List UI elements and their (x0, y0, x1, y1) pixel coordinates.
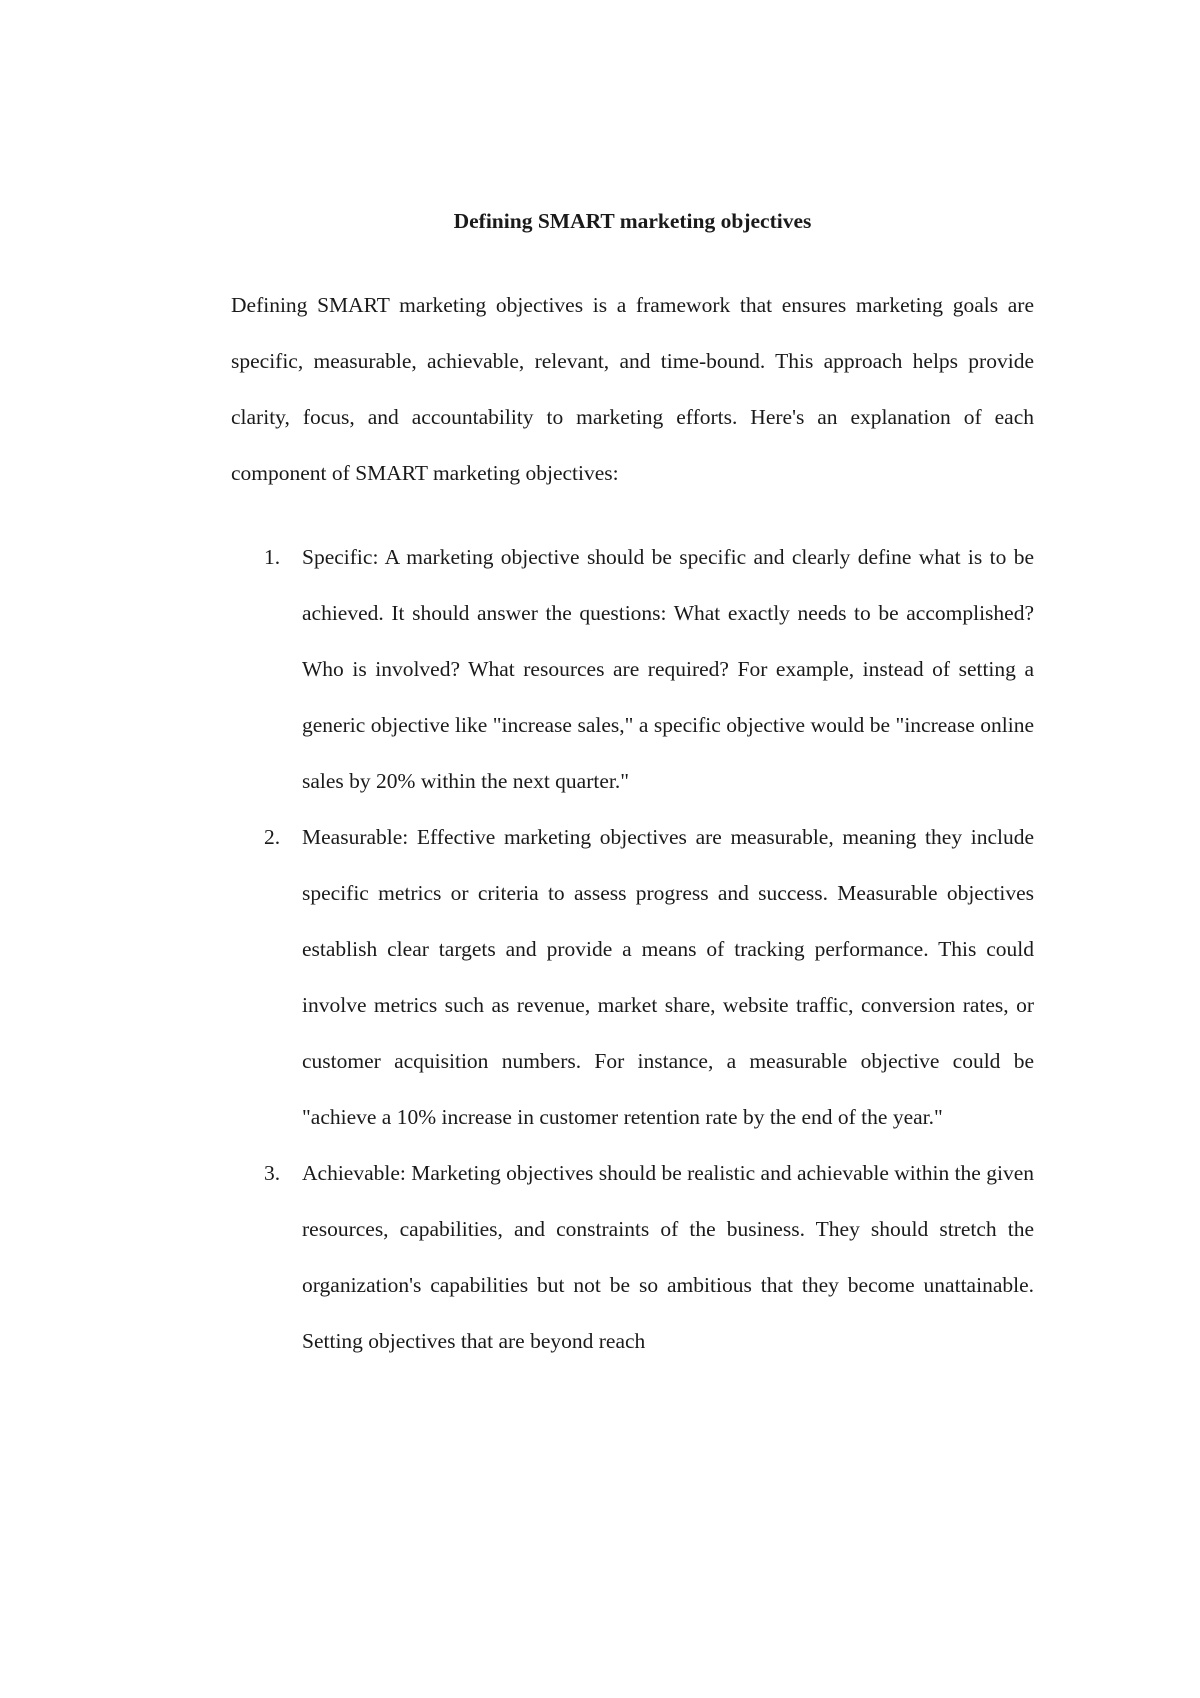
list-number: 2. (264, 825, 281, 849)
document-title: Defining SMART marketing objectives (453, 209, 812, 233)
list-item-achievable (231, 1145, 1034, 1369)
list-number: 1. (264, 545, 281, 569)
list-item-text: Achievable: Marketing objectives should be realistic and achievable within the given resources, capabilities, and constraints of the business. They should stretch the organization's capabilities but not be so ambitious that they become unattainable. Setting objectives that are beyond reach (302, 1161, 1034, 1353)
smart-objectives-list (231, 529, 1034, 1369)
list-item-text: Specific: A marketing objective should be specific and clearly define what is to be achieved. It should answer the questions: What exactly needs to be accomplished? Who is involved? What resources are required? For example, instead of setting a generic objective like "increase sales," a specific objective would be "increase online sales by 20% within the next quarter." (302, 545, 1034, 793)
list-number: 3. (264, 1161, 281, 1185)
list-item-text: Measurable: Effective marketing objectives are measurable, meaning they include specific metrics or criteria to assess progress and success. Measurable objectives establish clear targets and provide a means of tracking performance. This could involve metrics such as revenue, market share, website traffic, conversion rates, or customer acquisition numbers. For instance, a measurable objective could be "achieve a 10% increase in customer retention rate by the end of the year." (302, 825, 1034, 1129)
intro-paragraph: Defining SMART marketing objectives is a framework that ensures marketing goals are specific, measurable, achievable, relevant, and time-bound. This approach helps provide clarity, focus, and accountability to marketing efforts. Here's an explanation of each component of SMART marketing objectives: (231, 293, 1034, 485)
list-item-measurable (231, 809, 1034, 1145)
list-item-specific (231, 529, 1034, 809)
document-body (231, 205, 1034, 1369)
